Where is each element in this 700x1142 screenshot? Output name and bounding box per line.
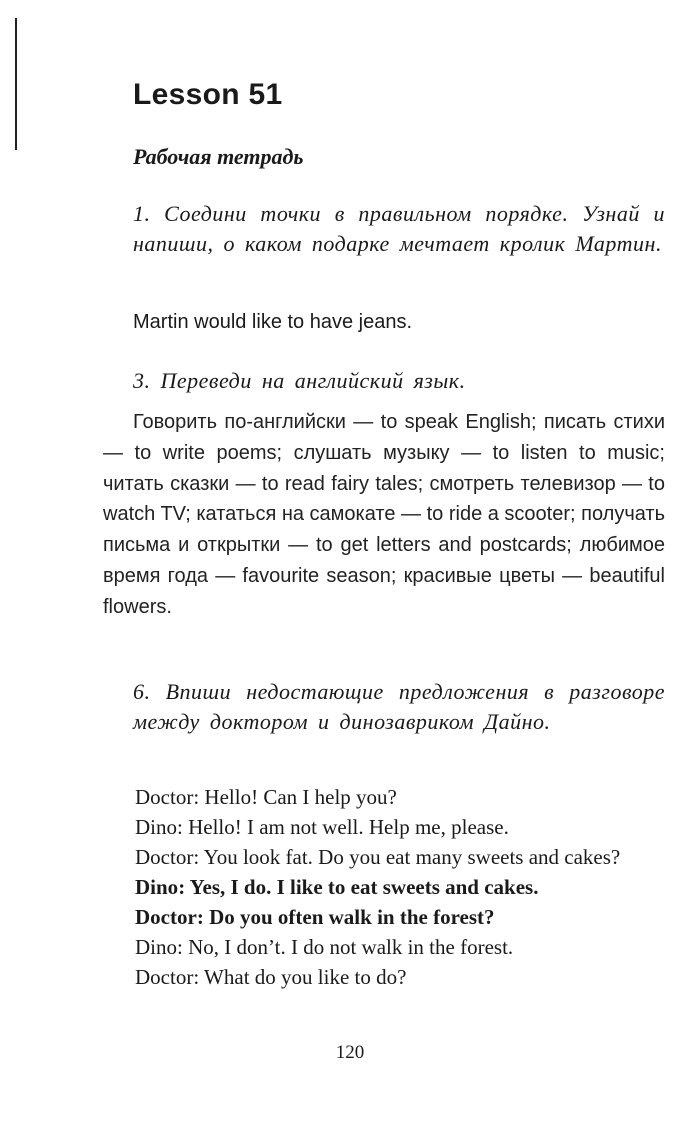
task-3-heading: 3. Переведи на английский язык. [133, 368, 466, 393]
speaker-label: Doctor : [135, 785, 204, 809]
dialogue-line [103, 962, 665, 992]
line-text: Yes, I do. I like to eat sweets and cakes. [189, 875, 539, 899]
line-text: What do you like to do? [204, 965, 407, 989]
dialogue-line-answer [103, 872, 665, 902]
page-number: 120 [335, 1042, 365, 1063]
task-3-answer [103, 407, 665, 623]
line-text: Hello! I am not well. Help me, please. [188, 815, 509, 839]
dialogue-line [103, 782, 665, 812]
speaker-label: Dino : [135, 875, 190, 899]
dialogue-line [103, 932, 665, 962]
line-text: You look fat. Do you eat many sweets and cakes? [203, 845, 621, 869]
section-title: Рабочая тетрадь [133, 144, 304, 169]
page-margin-line [15, 18, 17, 150]
task-6-heading: 6. Впиши недостающие предложения в разговоре между доктором и динозавриком Дайно. [133, 679, 665, 734]
speaker-label: Dino : [135, 935, 188, 959]
dialogue-line-answer [103, 902, 665, 932]
task-3-answer-text: Говорить по-английски — to speak English; писать стихи — to write poems; слушать музыку — to listen to music; читать сказки — to read fairy tales; смотреть телевизор — to watch TV; кататься на самокате — to ride a scooter; получать письма и открытки — to get letters and postcards; любимое время года — favourite season; красивые цветы — beautiful flowers. [103, 411, 665, 618]
dialogue-line [103, 812, 665, 842]
dialogue [103, 782, 665, 992]
dialogue-line [103, 842, 665, 872]
task-1-heading: 1. Соедини точки в правильном порядке. Узнай и напиши, о каком подарке мечтает кролик Мартин. [133, 201, 665, 256]
task-1-answer: Martin would like to have jeans. [133, 311, 413, 333]
line-text: No, I don’t. I do not walk in the forest. [188, 935, 514, 959]
line-text: Do you often walk in the forest? [209, 905, 495, 929]
speaker-label: Doctor : [135, 965, 204, 989]
lesson-title: Lesson 51 [133, 78, 283, 111]
speaker-label: Doctor : [135, 845, 204, 869]
line-text: Hello! Can I help you? [204, 785, 397, 809]
speaker-label: Dino : [135, 815, 188, 839]
speaker-label: Doctor : [135, 905, 209, 929]
